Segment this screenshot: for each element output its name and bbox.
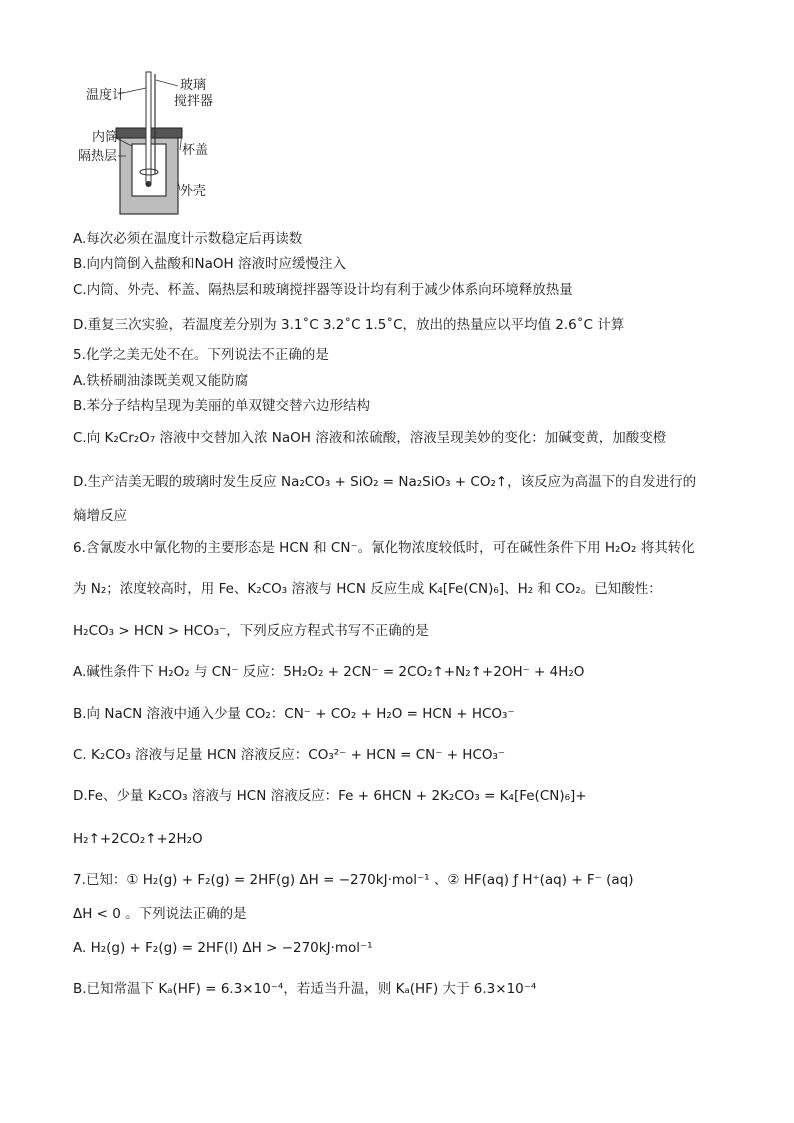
shell-label: 外壳 [180, 184, 207, 199]
q5-option-d: D.生产洁美无暇的玻璃时发生反应 Na₂CO₃ + SiO₂ = Na₂SiO₃ + CO₂↑，该反应为高温下的自发进行的 [73, 474, 697, 490]
q5-option-a: A.铁桥刷油漆既美观又能防腐 [73, 373, 249, 389]
q4-option-c: C.内筒、外壳、杯盖、隔热层和玻璃搅拌器等设计均有利于减少体系向环境释放热量 [73, 282, 573, 298]
q6-stem-1: 6.含氰废水中氰化物的主要形态是 HCN 和 CN⁻。氰化物浓度较低时，可在碱性条件下用 H₂O₂ 将其转化 [73, 540, 695, 556]
q4-option-d: D.重复三次实验，若温度差分别为 3.1˚C 3.2˚C 1.5˚C，放出的热量应以平均值 2.6˚C 计算 [73, 317, 625, 333]
q6-option-d: D.Fe、少量 K₂CO₃ 溶液与 HCN 溶液反应：Fe + 6HCN + 2K₂CO₃ = K₄[Fe(CN)₆]+ [73, 788, 587, 804]
q5-option-d-cont: 熵增反应 [73, 508, 127, 524]
q6-stem-2: 为 N₂；浓度较高时，用 Fe、K₂CO₃ 溶液与 HCN 反应生成 K₄[Fe(CN)₆]、H₂ 和 CO₂。已知酸性： [73, 581, 662, 597]
calorimeter-diagram [70, 66, 250, 228]
q5-option-c: C.向 K₂Cr₂O₇ 溶液中交替加入浓 NaOH 溶液和浓硫酸，溶液呈现美妙的变化：加碱变黄，加酸变橙 [73, 430, 667, 446]
q5-stem: 5.化学之美无处不在。下列说法不正确的是 [73, 347, 329, 363]
q4-option-a: A.每次必须在温度计示数稳定后再读数 [73, 231, 303, 247]
q6-stem-3: H₂CO₃ > HCN > HCO₃⁻，下列反应方程式书写不正确的是 [73, 623, 429, 639]
q7-option-b: B.已知常温下 Kₐ(HF) = 6.3×10⁻⁴，若适当升温，则 Kₐ(HF) 大于 6.3×10⁻⁴ [73, 981, 537, 997]
q7-stem-1: 7.已知：① H₂(g) + F₂(g) = 2HF(g) ΔH = −270kJ·mol⁻¹ 、② HF(aq) ƒ H⁺(aq) + F⁻ (aq) [73, 872, 634, 888]
stirrer-label-line1: 玻璃 [180, 78, 207, 93]
q6-option-d-cont: H₂↑+2CO₂↑+2H₂O [73, 831, 203, 847]
q4-option-b: B.向内筒倒入盐酸和NaOH 溶液时应缓慢注入 [73, 256, 346, 272]
lid-label: 杯盖 [182, 143, 209, 158]
q7-option-a: A. H₂(g) + F₂(g) = 2HF(l) ΔH > −270kJ·mol⁻¹ [73, 940, 373, 956]
thermometer-label: 温度计 [86, 88, 126, 103]
q7-stem-2: ΔH < 0 。下列说法正确的是 [73, 906, 247, 922]
q5-option-b: B.苯分子结构呈现为美丽的单双键交替六边形结构 [73, 398, 371, 414]
q6-option-b: B.向 NaCN 溶液中通入少量 CO₂：CN⁻ + CO₂ + H₂O = HCN + HCO₃⁻ [73, 706, 515, 722]
stirrer-label-line2: 搅拌器 [174, 94, 214, 109]
inner-cup-label: 内筒 [92, 130, 119, 145]
q6-option-c: C. K₂CO₃ 溶液与足量 HCN 溶液反应：CO₃²⁻ + HCN = CN⁻ + HCO₃⁻ [73, 747, 506, 763]
q6-option-a: A.碱性条件下 H₂O₂ 与 CN⁻ 反应：5H₂O₂ + 2CN⁻ = 2CO₂↑+N₂↑+2OH⁻ + 4H₂O [73, 664, 585, 680]
insulation-label: 隔热层 [78, 149, 118, 164]
